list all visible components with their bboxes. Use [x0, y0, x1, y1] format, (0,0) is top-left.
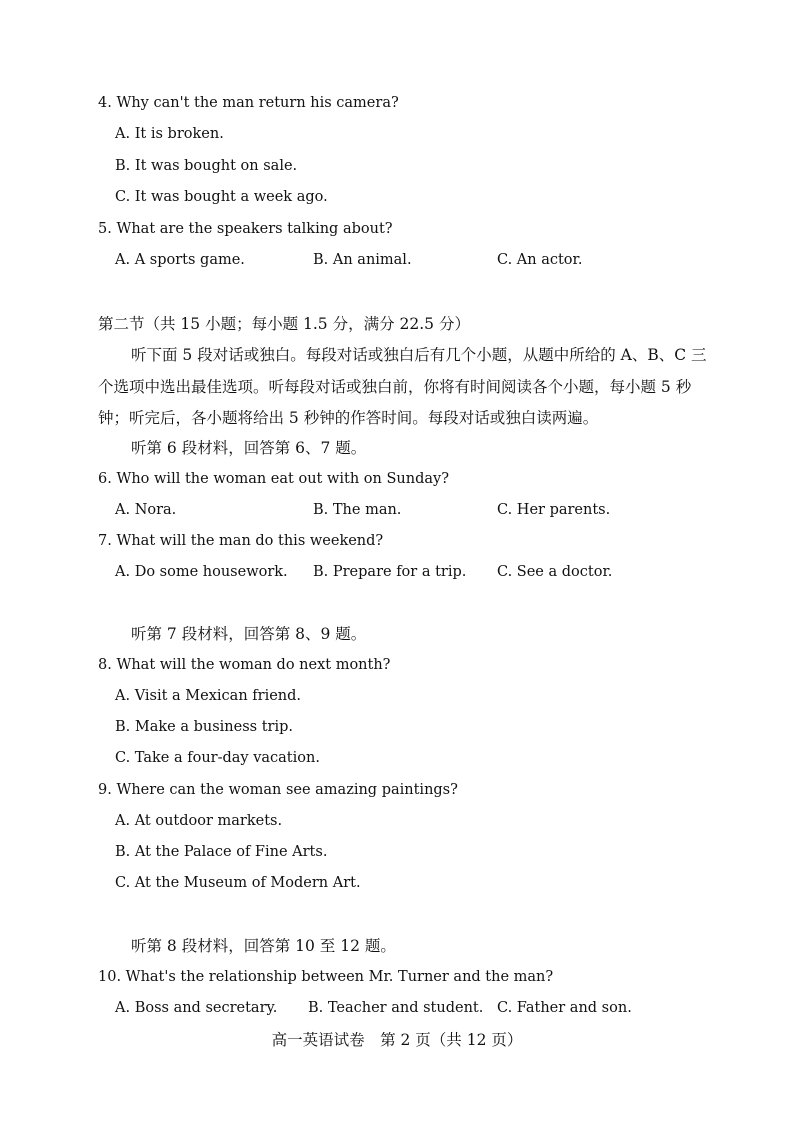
- page-footer: 高一英语试卷 第 2 页（共 12 页）: [271, 1031, 523, 1049]
- instructions-line-2: 个选项中选出最佳选项。听每段对话或独白前，你将有时间阅读各个小题，每小题 5 秒: [98, 378, 692, 396]
- q4-option-a: A. It is broken.: [115, 126, 224, 142]
- q6-option-c: C. Her parents.: [497, 502, 611, 518]
- question-4: 4. Why can't the man return his camera?: [98, 95, 399, 111]
- material-7-label: 听第 7 段材料，回答第 8、9 题。: [131, 625, 367, 643]
- question-5: 5. What are the speakers talking about?: [98, 221, 393, 237]
- q10-option-a: A. Boss and secretary.: [115, 1000, 278, 1016]
- q10-option-b: B. Teacher and student.: [308, 1000, 484, 1016]
- instructions-line-1: 听下面 5 段对话或独白。每段对话或独白后有几个小题，从题中所给的 A、B、C 三: [131, 346, 707, 364]
- q5-option-c: C. An actor.: [497, 252, 583, 268]
- material-8-label: 听第 8 段材料，回答第 10 至 12 题。: [131, 937, 396, 955]
- q7-option-a: A. Do some housework.: [115, 564, 288, 580]
- section-heading: 第二节（共 15 小题；每小题 1.5 分，满分 22.5 分）: [98, 315, 470, 333]
- q5-option-b: B. An animal.: [313, 252, 412, 268]
- q7-option-b: B. Prepare for a trip.: [313, 564, 467, 580]
- q9-option-b: B. At the Palace of Fine Arts.: [115, 844, 328, 860]
- question-6: 6. Who will the woman eat out with on Sunday?: [98, 471, 449, 487]
- question-8: 8. What will the woman do next month?: [98, 657, 391, 673]
- material-6-label: 听第 6 段材料，回答第 6、7 题。: [131, 439, 367, 457]
- q5-option-a: A. A sports game.: [115, 252, 245, 268]
- q9-option-a: A. At outdoor markets.: [115, 813, 283, 829]
- q9-option-c: C. At the Museum of Modern Art.: [115, 875, 361, 891]
- question-9: 9. Where can the woman see amazing paintings?: [98, 782, 458, 798]
- q6-option-b: B. The man.: [313, 502, 402, 518]
- question-10: 10. What's the relationship between Mr. Turner and the man?: [98, 969, 554, 985]
- q7-option-c: C. See a doctor.: [497, 564, 613, 580]
- question-7: 7. What will the man do this weekend?: [98, 533, 384, 549]
- q10-option-c: C. Father and son.: [497, 1000, 632, 1016]
- q8-option-a: A. Visit a Mexican friend.: [115, 688, 302, 704]
- q6-option-a: A. Nora.: [115, 502, 177, 518]
- q4-option-b: B. It was bought on sale.: [115, 158, 298, 174]
- q8-option-b: B. Make a business trip.: [115, 719, 293, 735]
- q8-option-c: C. Take a four-day vacation.: [115, 750, 320, 766]
- q4-option-c: C. It was bought a week ago.: [115, 189, 328, 205]
- instructions-line-3: 钟；听完后，各小题将给出 5 秒钟的作答时间。每段对话或独白读两遍。: [98, 409, 599, 427]
